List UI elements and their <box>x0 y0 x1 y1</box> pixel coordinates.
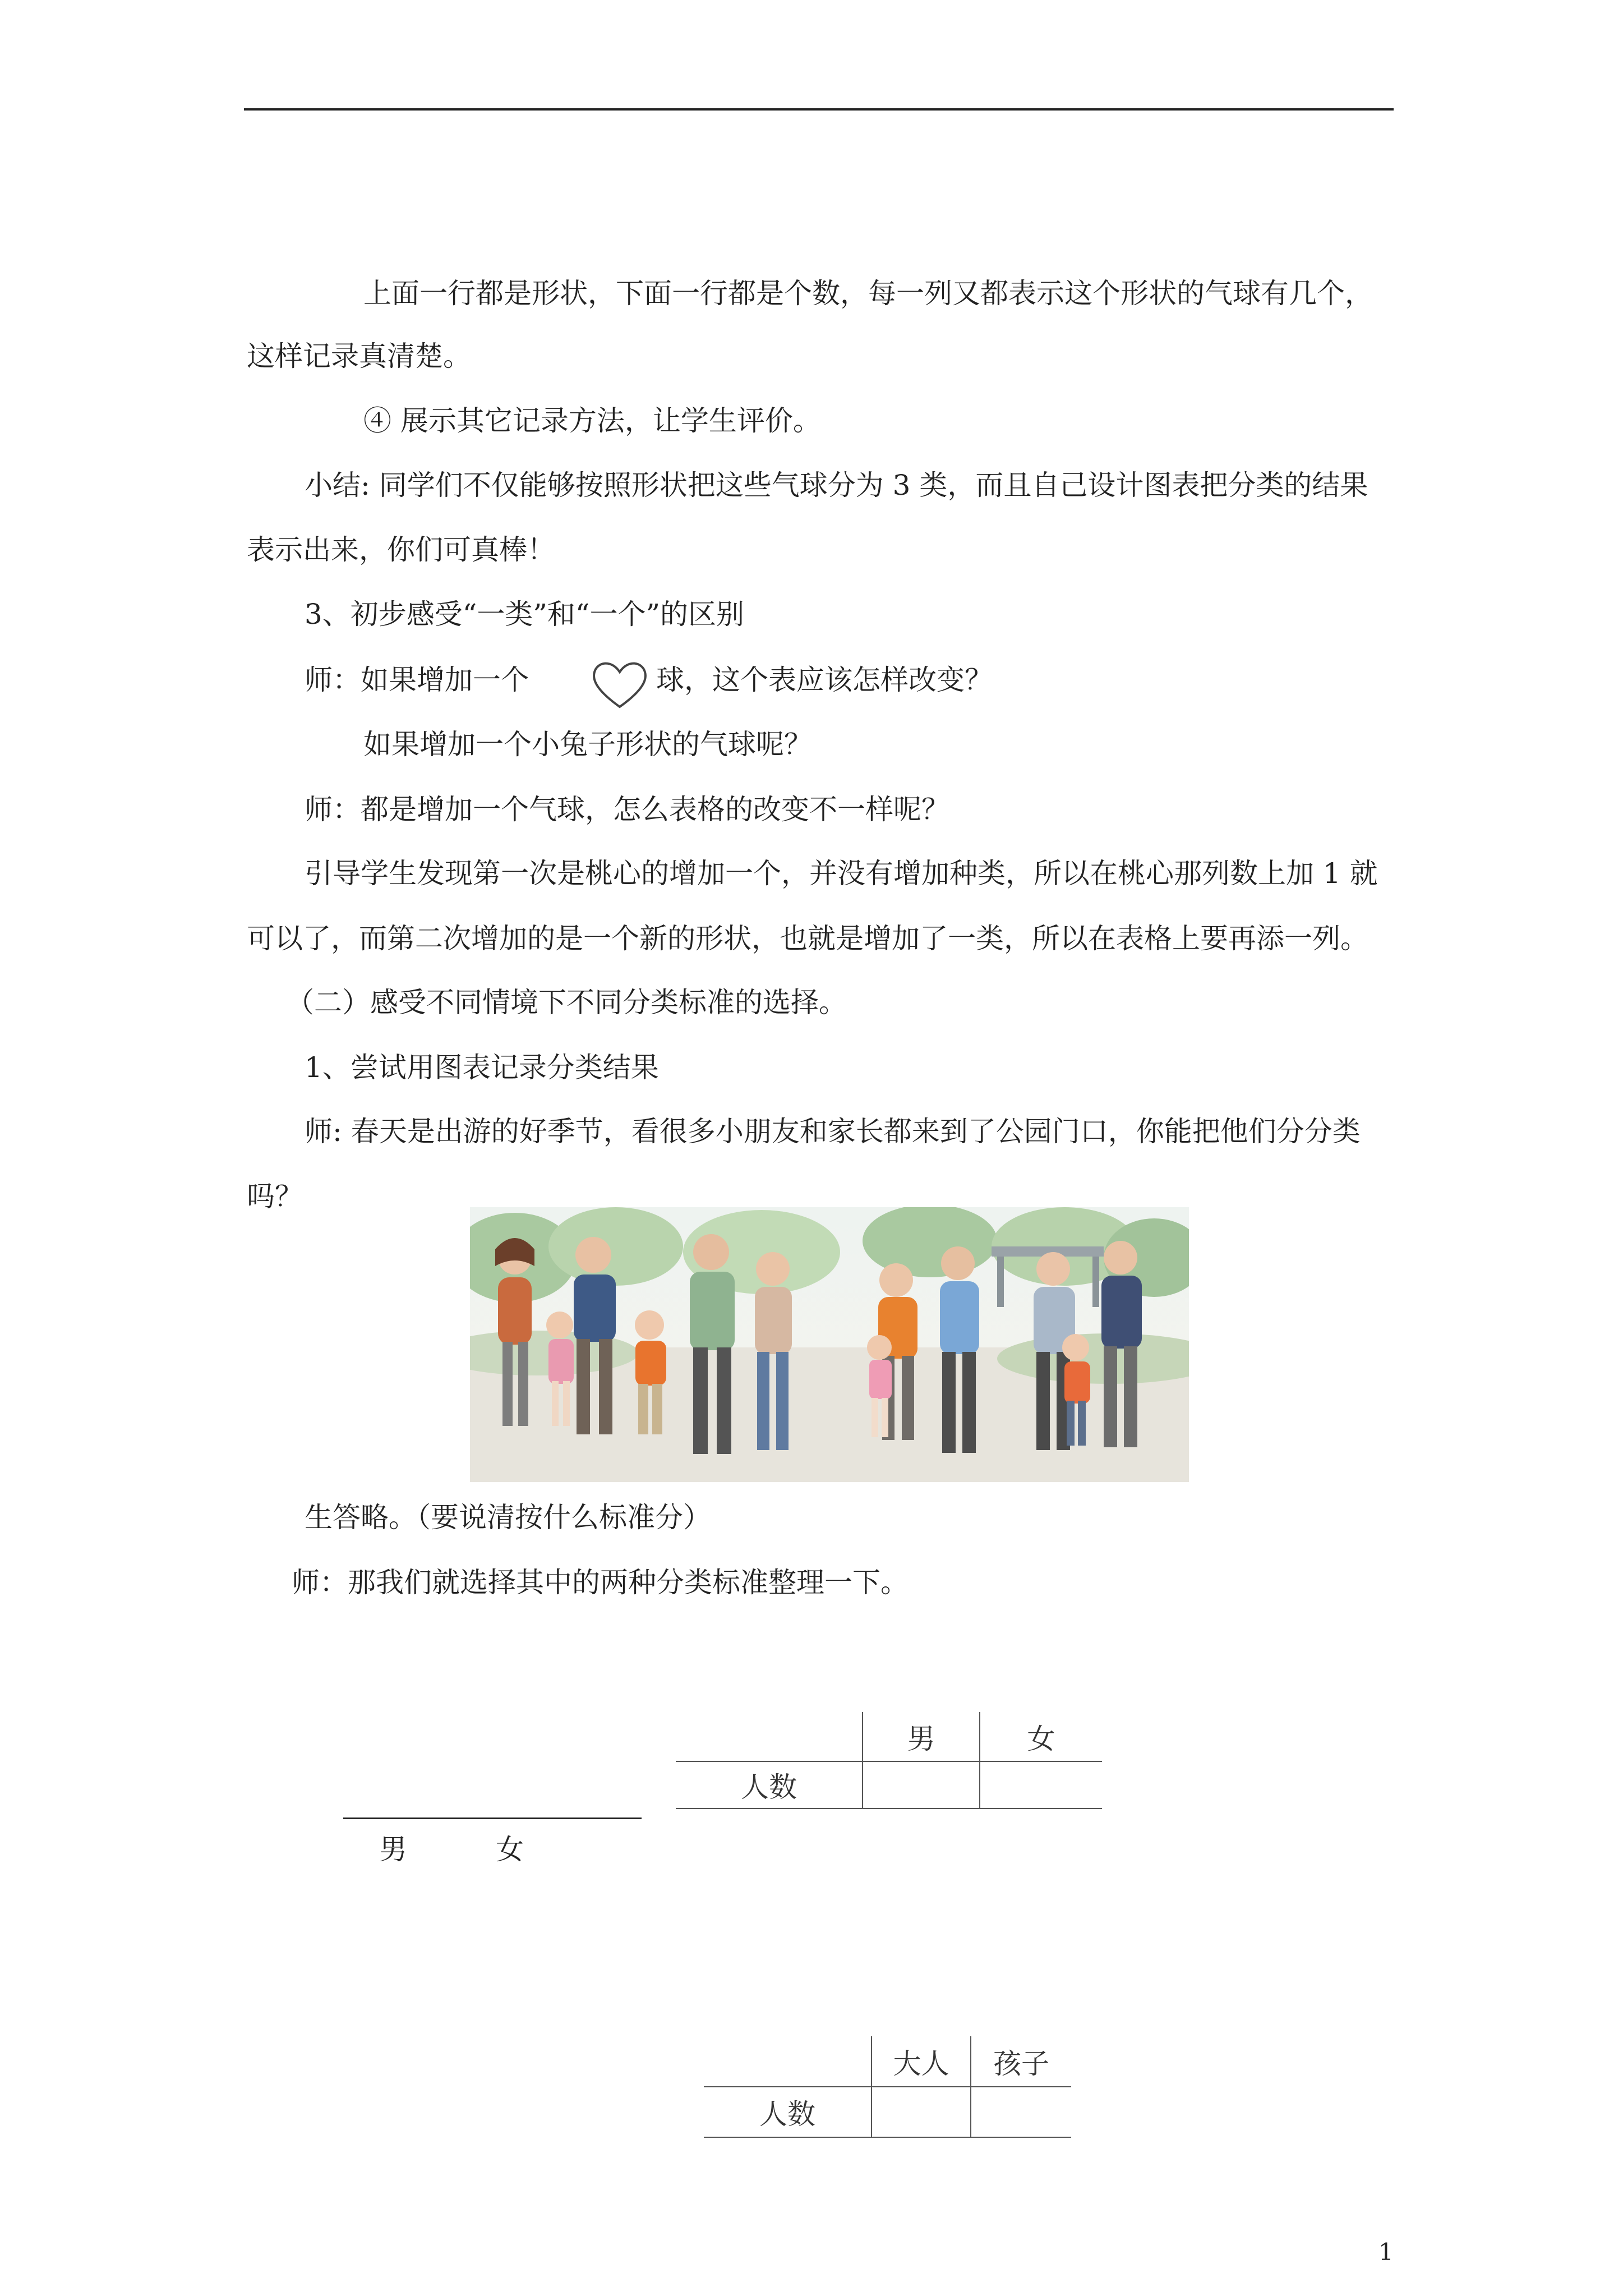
para-line-16: 生答略。（要说清按什么标准分） <box>305 1501 711 1534</box>
chart-baseline <box>343 1818 642 1819</box>
para-line-1: 上面一行都是形状，下面一行都是个数，每一列又都表示这个形状的气球有几个， <box>363 277 1373 310</box>
para-line-12: （二）感受不同情境下不同分类标准的选择。 <box>286 986 847 1019</box>
table2-cell-child <box>971 2087 1071 2137</box>
baseline-label-female: 女 <box>496 1833 524 1866</box>
page-number: 1 <box>1378 2238 1394 2266</box>
para-line-3: ④ 展示其它记录方法，让学生评价。 <box>363 404 821 437</box>
header-rule <box>244 108 1394 111</box>
adult-child-count-table <box>704 2036 1071 2138</box>
table1-header-male: 男 <box>863 1712 980 1761</box>
park-family-illustration <box>470 1207 1189 1482</box>
para-line-7b: 球，这个表应该怎样改变？ <box>656 664 993 696</box>
para-line-9: 师：都是增加一个气球，怎么表格的改变不一样呢？ <box>305 793 949 826</box>
para-line-10: 引导学生发现第一次是桃心的增加一个，并没有增加种类，所以在桃心那列数上加 1 就 <box>305 857 1378 890</box>
table1-header-female: 女 <box>980 1712 1102 1761</box>
para-line-8: 如果增加一个小兔子形状的气球呢？ <box>363 728 812 761</box>
para-line-15: 吗？ <box>247 1180 303 1213</box>
para-line-11: 可以了，而第二次增加的是一个新的形状，也就是增加了一类，所以在表格上要再添一列。 <box>247 922 1368 955</box>
para-line-5: 表示出来，你们可真棒！ <box>247 533 555 566</box>
para-line-13: 1、尝试用图表记录分类结果 <box>305 1051 659 1084</box>
table2-header-child: 孩子 <box>971 2036 1071 2087</box>
para-line-4: 小结: 同学们不仅能够按照形状把这些气球分为 3 类，而且自己设计图表把分类的结果 <box>305 469 1368 501</box>
table1-cell-male <box>863 1761 980 1809</box>
para-line-7a: 师：如果增加一个 <box>305 664 529 696</box>
table2-row-label: 人数 <box>704 2087 872 2137</box>
table2-cell-adult <box>872 2087 971 2137</box>
heart-balloon-icon <box>589 656 651 712</box>
para-line-6: 3、初步感受“一类”和“一个”的区别 <box>305 598 745 631</box>
gender-count-table <box>676 1712 1102 1809</box>
para-line-17: 师：那我们就选择其中的两种分类标准整理一下。 <box>292 1566 909 1599</box>
table1-row-label: 人数 <box>676 1761 863 1809</box>
baseline-label-male: 男 <box>379 1833 407 1866</box>
para-line-2: 这样记录真清楚。 <box>247 340 471 372</box>
para-line-14: 师: 春天是出游的好季节，看很多小朋友和家长都来到了公园门口，你能把他们分分类 <box>305 1115 1361 1148</box>
table2-header-adult: 大人 <box>872 2036 971 2087</box>
table1-cell-female <box>980 1761 1102 1809</box>
table1-header-blank <box>676 1712 863 1761</box>
table2-header-blank <box>704 2036 872 2087</box>
